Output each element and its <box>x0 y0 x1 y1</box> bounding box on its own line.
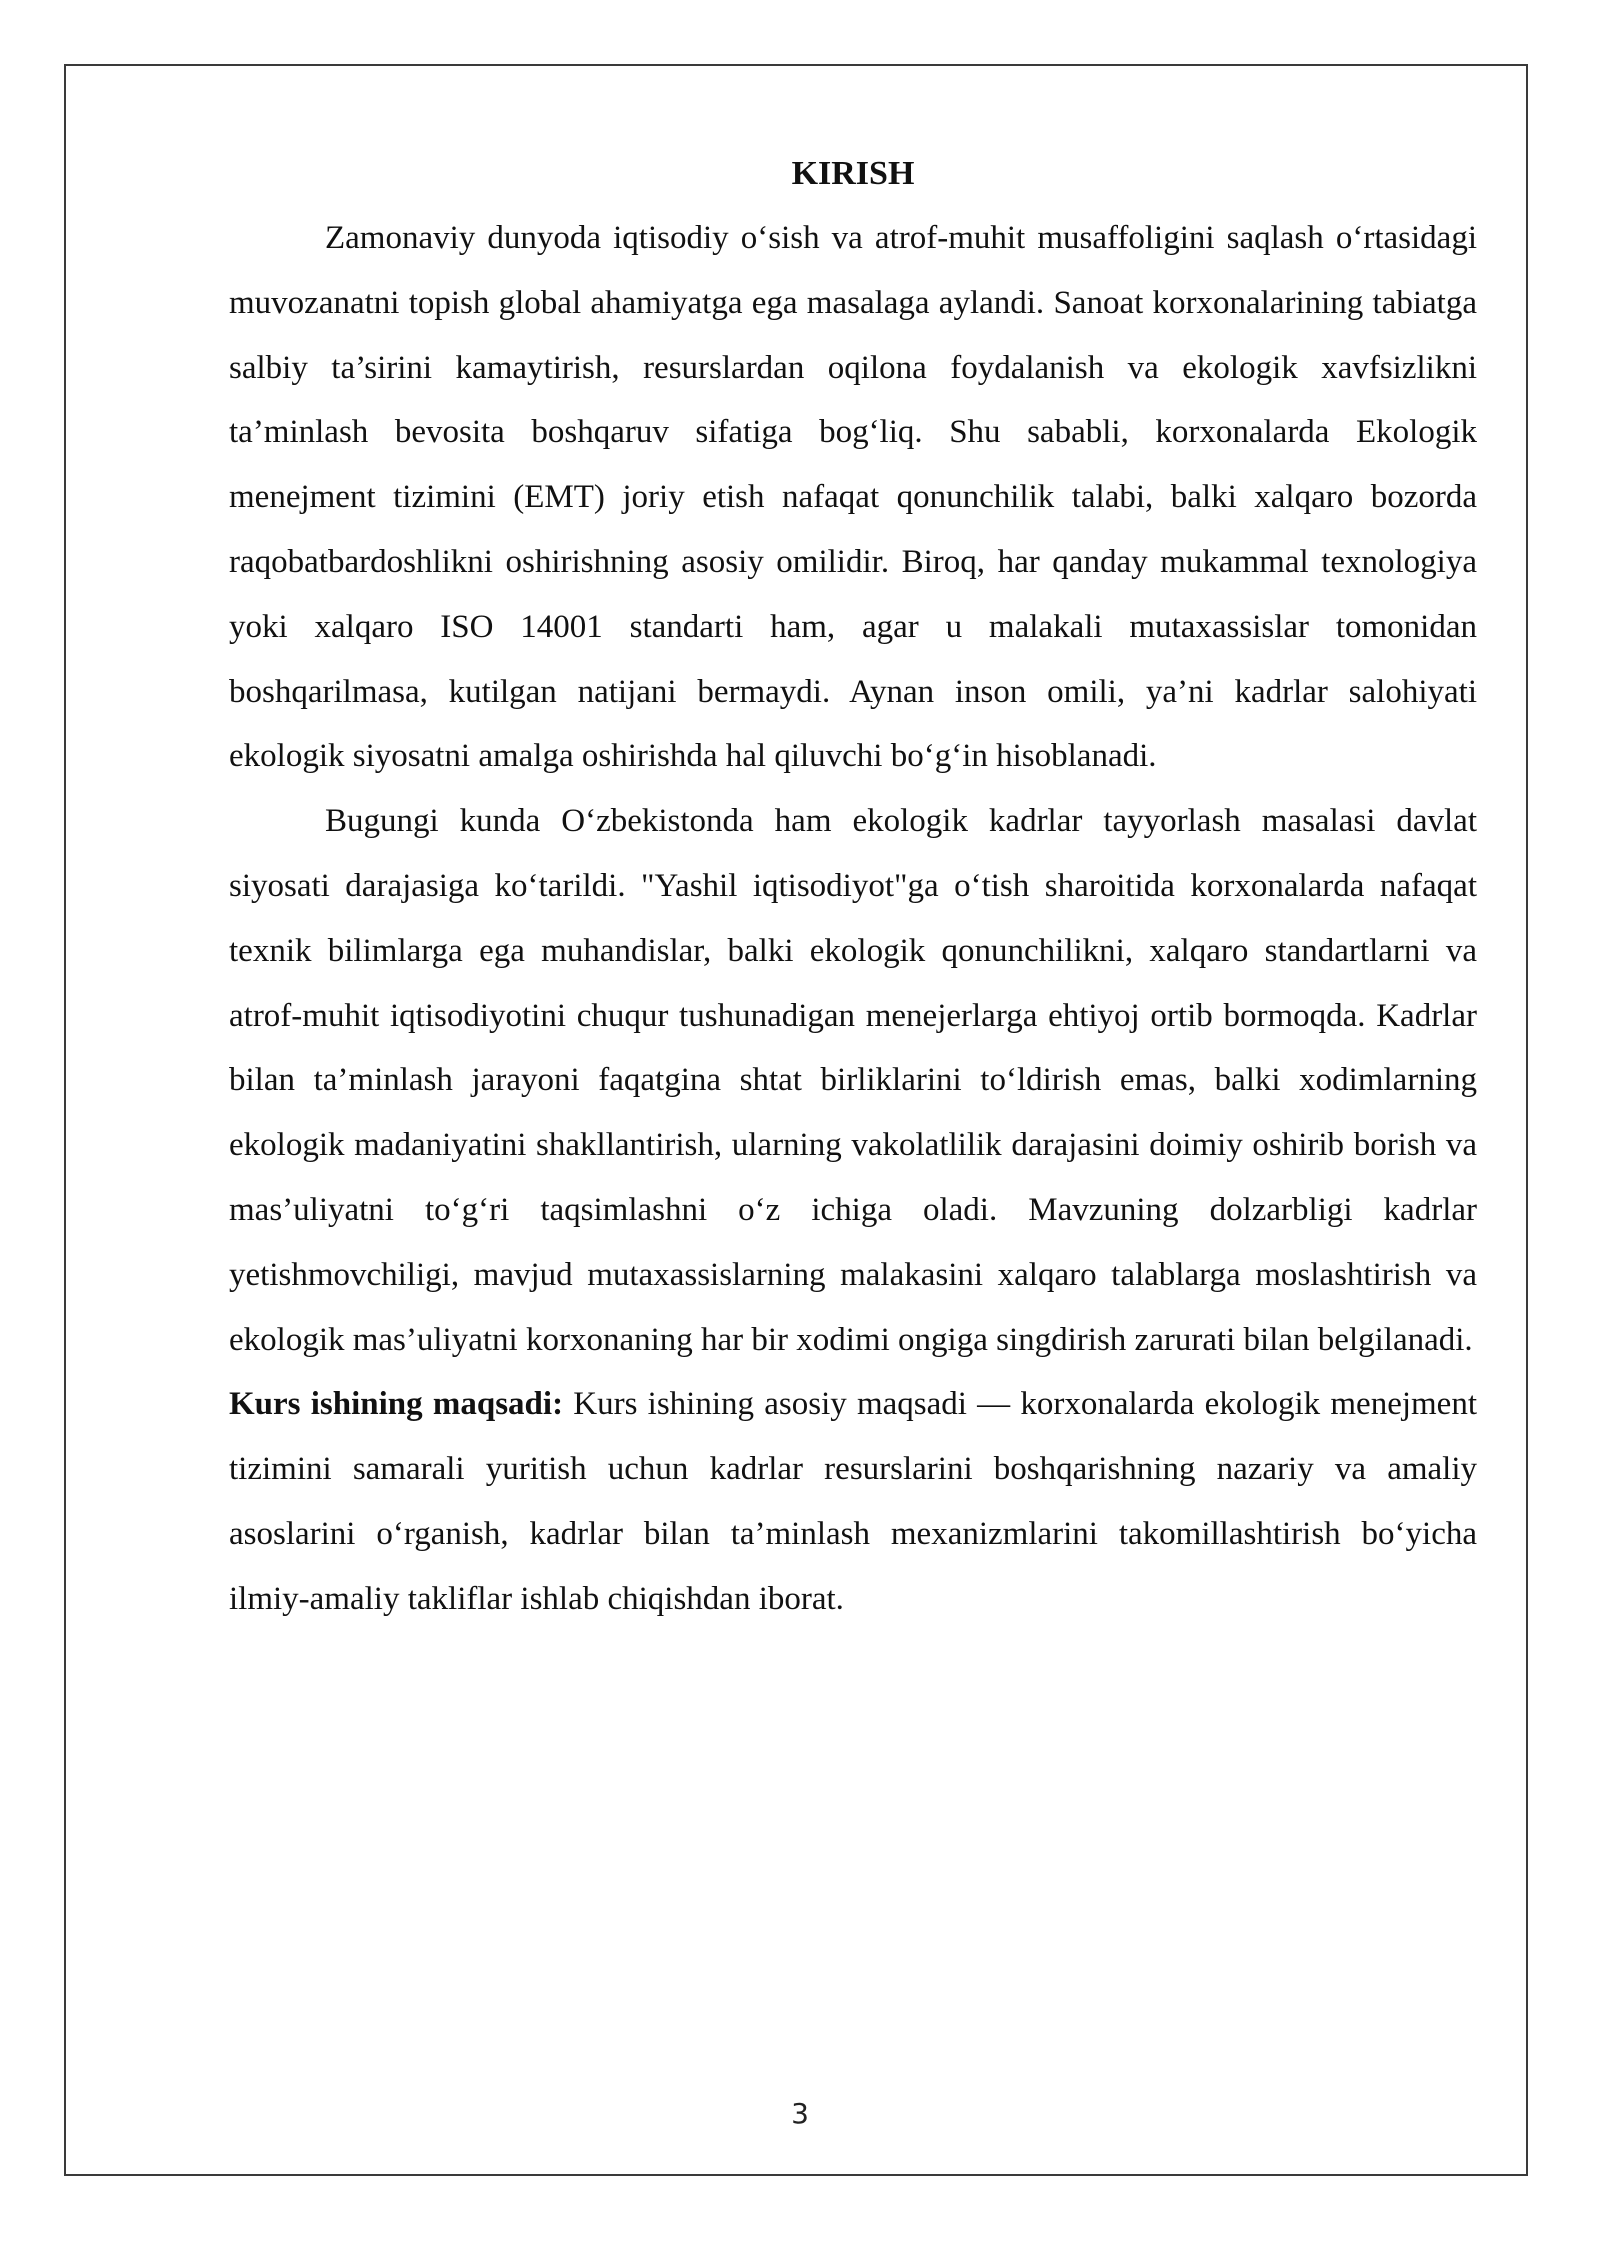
page-number: 3 <box>791 2097 809 2130</box>
course-goal-label: Kurs ishining maqsadi: <box>229 1386 564 1423</box>
intro-paragraph-2: Bugungi kunda O‘zbekistonda ham ekologik kadrlar tayyorlash masalasi davlat siyosati darajasiga ko‘tarildi. "Yashil iqtisodiyot"ga o‘tish sharoitida korxonalarda nafaqat texnik bilimlarga ega muhandislar, balki ekologik qonunchilikni, xalqaro standartlarni va atrof-muhit iqtisodiyotini chuqur tushunadigan menejerlarga ehtiyoj ortib bormoqda. Kadrlar bilan ta’minlash jarayoni faqatgina shtat birliklarini to‘ldirish emas, balki xodimlarning ekologik madaniyatini shakllantirish, ularning vakolatlilik darajasini doimiy oshirib borish va mas’uliyatni to‘g‘ri taqsimlashni o‘z ichiga oladi. Mavzuning dolzarbligi kadrlar yetishmovchiligi, mavjud mutaxassislarning malakasini xalqaro talablarga moslashtirish va ekologik mas’uliyatni korxonaning har bir xodimi ongiga singdirish zarurati bilan belgilanadi. <box>229 803 1477 1358</box>
intro-paragraph-1: Zamonaviy dunyoda iqtisodiy o‘sish va atrof-muhit musaffoligini saqlash o‘rtasidagi muvozanatni topish global ahamiyatga ega masalaga aylandi. Sanoat korxonalarining tabiatga salbiy ta’sirini kamaytirish, resurslardan oqilona foydalanish va ekologik xavfsizlikni ta’minlash bevosita boshqaruv sifatiga bog‘liq. Shu sababli, korxonalarda Ekologik menejment tizimini (EMT) joriy etish nafaqat qonunchilik talabi, balki xalqaro bozorda raqobatbardoshlikni oshirishning asosiy omilidir. Biroq, har qanday mukammal texnologiya yoki xalqaro ISO 14001 standarti ham, agar u malakali mutaxassislar tomonidan boshqarilmasa, kutilgan natijani bermaydi. Aynan inson omili, ya’ni kadrlar salohiyati ekologik siyosatni amalga oshirishda hal qiluvchi bo‘g‘in hisoblanadi. <box>229 220 1477 775</box>
course-goal-text: Kurs ishining asosiy maqsadi — korxonalarda ekologik menejment tizimini samarali yuritish uchun kadrlar resurslarini boshqarishning nazariy va amaliy asoslarini o‘rganish, kadrlar bilan ta’minlash mexanizmlarini takomillashtirish bo‘yicha ilmiy-amaliy takliflar ishlab chiqishdan iborat. <box>229 1386 1477 1617</box>
page-content <box>229 150 1477 1632</box>
section-heading: KIRISH <box>791 155 915 192</box>
course-goal-paragraph <box>229 1372 1477 1631</box>
